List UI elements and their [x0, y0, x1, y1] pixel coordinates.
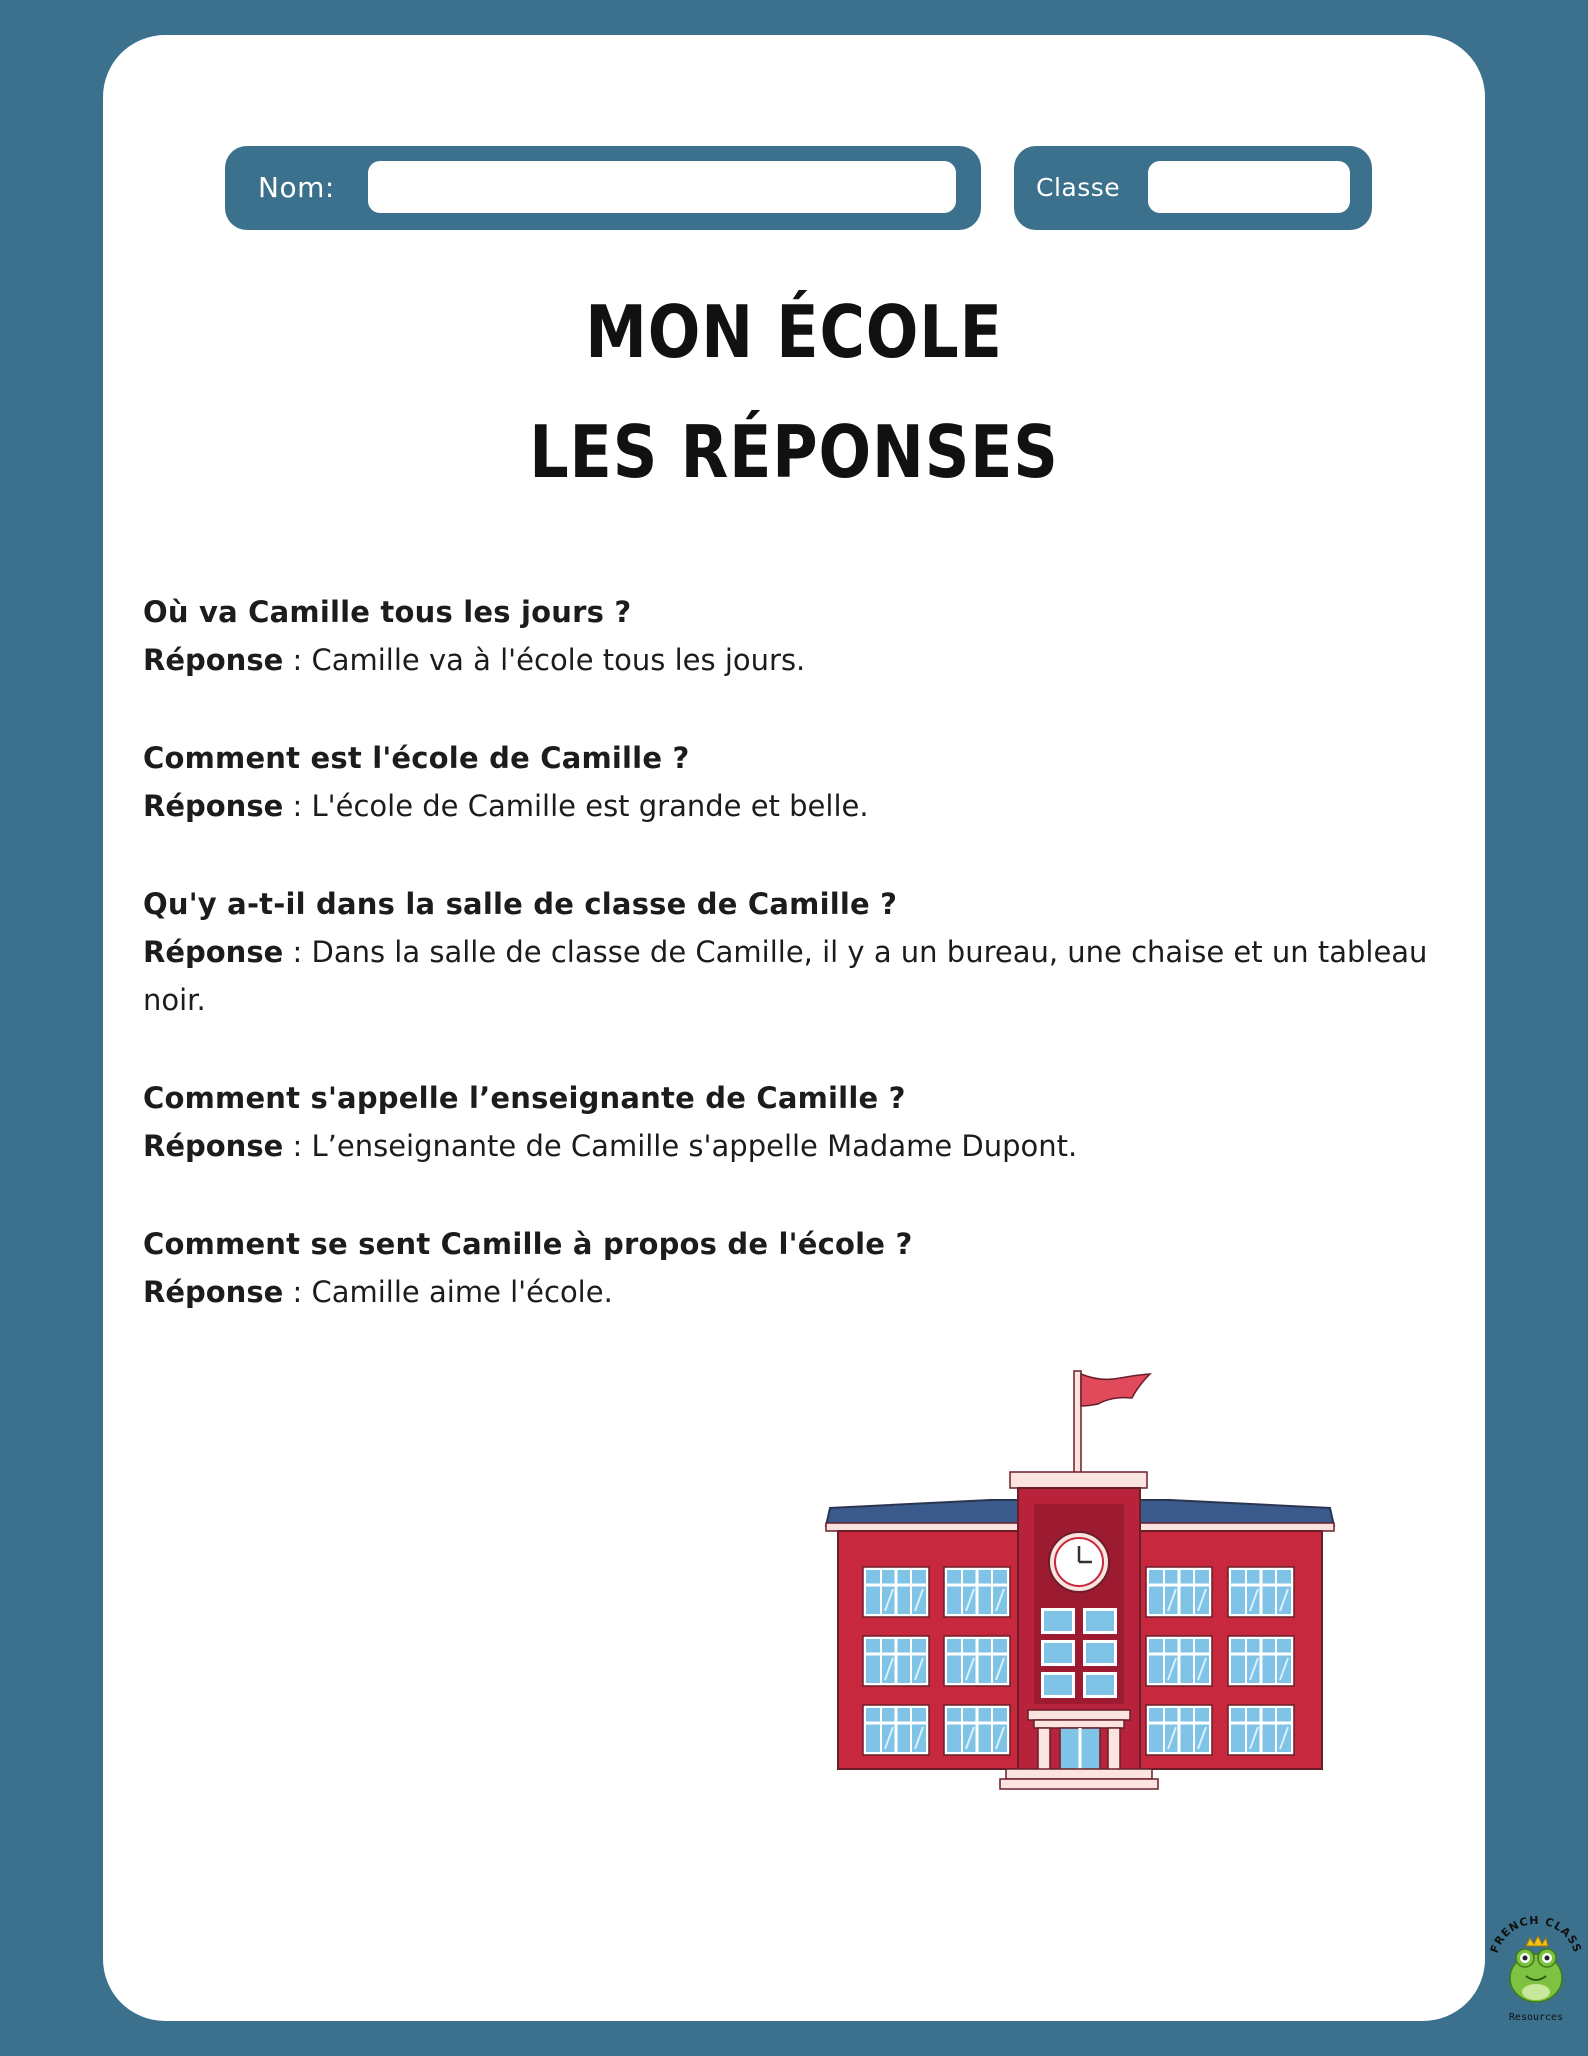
page-title: MON ÉCOLE	[585, 290, 1003, 374]
question: Comment s'appelle l’enseignante de Camille ?	[143, 1081, 906, 1115]
answer-text: Dans la salle de classe de Camille, il y a un bureau, une chaise et un tableau noir.	[143, 935, 1428, 1017]
answer-label: Réponse	[143, 643, 284, 677]
question: Comment est l'école de Camille ?	[143, 741, 690, 775]
answer: Réponse : Dans la salle de classe de Camille, il y a un bureau, une chaise et un tableau noir.	[143, 935, 1428, 1017]
svg-text:FRENCH CLASS	[1488, 1914, 1584, 1955]
name-field	[225, 146, 981, 230]
qa-item	[143, 880, 1463, 1024]
class-field	[1014, 146, 1372, 230]
answer-text: L’enseignante de Camille s'appelle Madame Dupont.	[311, 1129, 1078, 1163]
answer: Réponse : Camille aime l'école.	[143, 1275, 613, 1309]
question: Comment se sent Camille à propos de l'école ?	[143, 1227, 913, 1261]
flag-icon	[1074, 1371, 1150, 1473]
logo-bottom-text: Resources	[1508, 2012, 1564, 2023]
class-input[interactable]	[1148, 161, 1350, 213]
answer-label: Réponse	[143, 935, 284, 969]
name-input[interactable]	[368, 161, 956, 213]
qa-item	[143, 588, 1463, 684]
qa-item	[143, 734, 1463, 830]
answer-label: Réponse	[143, 1275, 284, 1309]
name-label: Nom:	[258, 171, 335, 204]
answer: Réponse : Camille va à l'école tous les jours.	[143, 643, 806, 677]
answer: Réponse : L’enseignante de Camille s'appelle Madame Dupont.	[143, 1129, 1078, 1163]
answer-text: Camille va à l'école tous les jours.	[311, 643, 806, 677]
answer-text: Camille aime l'école.	[311, 1275, 613, 1309]
answer-label: Réponse	[143, 789, 284, 823]
school-building-illustration	[820, 1366, 1340, 1816]
qa-item	[143, 1220, 1463, 1316]
logo-top-text: FRENCH CLASS	[1487, 1913, 1585, 1955]
answer-text: L'école de Camille est grande et belle.	[311, 789, 869, 823]
question: Qu'y a-t-il dans la salle de classe de Camille ?	[143, 887, 898, 921]
page-subtitle: LES RÉPONSES	[529, 410, 1059, 494]
entrance-door	[1028, 1710, 1130, 1774]
frog-icon	[1510, 1936, 1562, 2002]
question: Où va Camille tous les jours ?	[143, 595, 632, 629]
answer-label: Réponse	[143, 1129, 284, 1163]
answer: Réponse : L'école de Camille est grande et belle.	[143, 789, 869, 823]
class-label: Classe	[1036, 173, 1121, 202]
qa-item	[143, 1074, 1463, 1170]
french-class-resources-logo	[1486, 1906, 1586, 2026]
